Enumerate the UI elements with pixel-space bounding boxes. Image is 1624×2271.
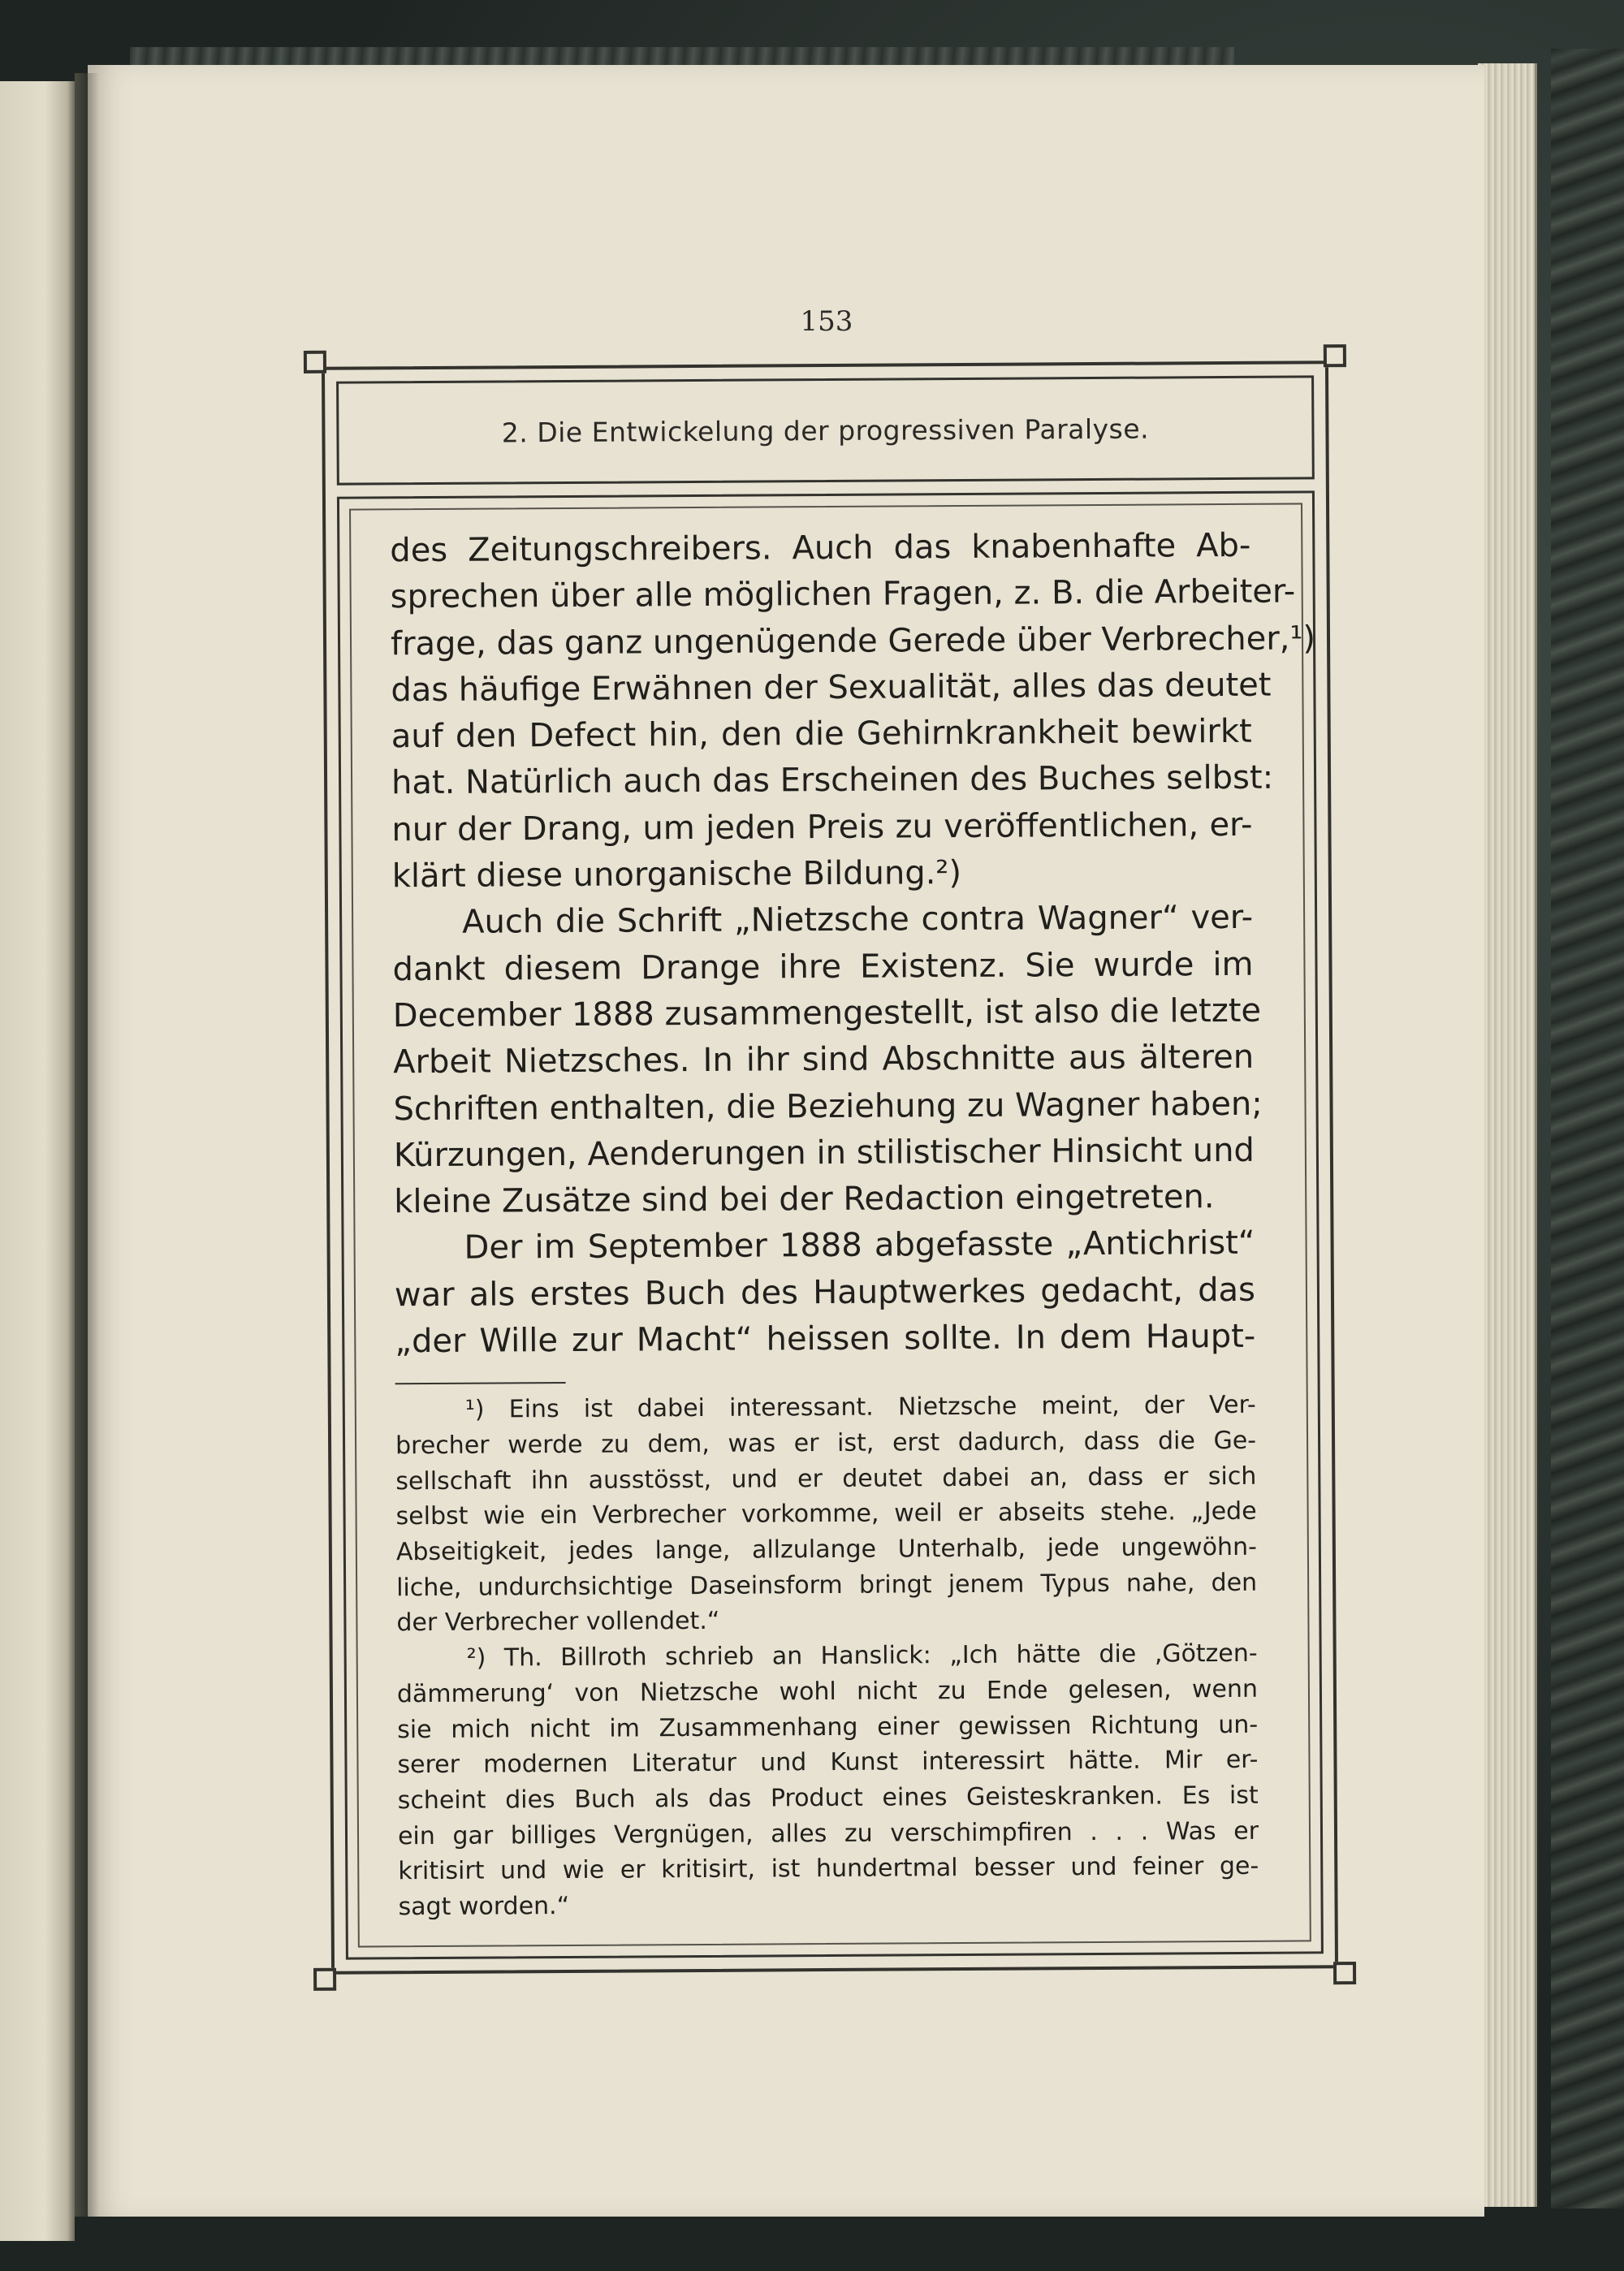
gutter-shadow — [75, 73, 99, 2217]
marbled-cover — [1551, 49, 1624, 2208]
body-line: Auch die Schrift „Nietzsche contra Wagner“ ver- — [462, 899, 1254, 942]
book-page — [88, 65, 1484, 2217]
body-line: sprechen über alle möglichen Fragen, z. B. die Arbeiter- — [390, 572, 1296, 616]
body-line: war als erstes Buch des Hauptwerkes gedacht, das — [394, 1271, 1256, 1315]
running-header-box — [336, 375, 1315, 485]
frame-corner-square — [1333, 1962, 1356, 1984]
body-line: auf den Defect hin, den die Gehirnkrankheit bewirkt — [391, 713, 1252, 756]
body-line: Schriften enthalten, die Beziehung zu Wagner haben; — [393, 1085, 1263, 1128]
footnote-line: sagt worden.“ — [398, 1891, 570, 1922]
footnote-line: kritisirt und wie er kritisirt, ist hundertmal besser und feiner ge- — [398, 1852, 1259, 1886]
body-line: das häufige Erwähnen der Sexualität, alles das deutet — [391, 666, 1272, 710]
frame-corner-square — [1324, 344, 1346, 367]
footnote-separator — [395, 1382, 566, 1384]
page-number: 153 — [800, 305, 853, 338]
footnote-line: scheint dies Buch als das Product eines Geisteskranken. Es ist — [397, 1781, 1259, 1816]
body-line: Arbeit Nietzsches. In ihr sind Abschnitte aus älteren — [393, 1038, 1255, 1082]
body-line: December 1888 zusammengestellt, ist also die letzte — [392, 991, 1262, 1035]
page-stack-edge — [1478, 63, 1537, 2207]
body-line: Der im September 1888 abgefasste „Antichrist“ — [464, 1224, 1255, 1267]
frame-corner-square — [313, 1968, 336, 1991]
footnote-line: dämmerung‘ von Nietzsche wohl nicht zu Ende gelesen, wenn — [396, 1674, 1259, 1709]
body-line: „der Wille zur Macht“ heissen sollte. In dem Haupt- — [395, 1317, 1256, 1361]
footnote-line: selbst wie ein Verbrecher vorkomme, weil er abseits stehe. „Jede — [395, 1497, 1257, 1531]
footnote-line: brecher werde zu dem, was er ist, erst dadurch, dass die Ge- — [395, 1426, 1257, 1461]
footnote-line: serer modernen Literatur und Kunst interessirt hätte. Mir er- — [397, 1746, 1259, 1780]
footnote-line: liche, undurchsichtige Daseinsform bringt jenem Typus nahe, den — [396, 1568, 1258, 1603]
footnote-line: der Verbrecher vollendet.“ — [396, 1607, 720, 1638]
body-line: hat. Natürlich auch das Erscheinen des Buches selbst: — [391, 759, 1274, 802]
footnote-line: sie mich nicht im Zusammenhang einer gewissen Richtung un- — [397, 1710, 1259, 1744]
footnote-line: ²) Th. Billroth schrieb an Hanslick: „Ich hätte die ‚Götzen- — [466, 1638, 1258, 1673]
body-line: nur der Drang, um jeden Preis zu veröffentlichen, er- — [391, 805, 1253, 849]
left-page-edge — [0, 81, 75, 2241]
body-line: des Zeitungschreibers. Auch das knabenhafte Ab- — [390, 526, 1251, 570]
frame-corner-square — [304, 351, 326, 373]
body-line: Kürzungen, Aenderungen in stilistischer Hinsicht und — [393, 1131, 1255, 1175]
body-line: dankt diesem Drange ihre Existenz. Sie wurde im — [392, 945, 1254, 988]
body-line: frage, das ganz ungenügende Gerede über Verbrecher,¹) — [390, 619, 1316, 663]
running-header: 2. Die Entwickelung der progressiven Paralyse. — [501, 412, 1150, 448]
footnote-line: ¹) Eins ist dabei interessant. Nietzsche meint, der Ver- — [464, 1391, 1256, 1425]
ornamental-frame — [322, 361, 1338, 1975]
body-line: kleine Zusätze sind bei der Redaction eingetreten. — [394, 1178, 1215, 1221]
footnote-line: ein gar billiges Vergnügen, alles zu verschimpfiren . . . Was er — [397, 1816, 1259, 1850]
body-text — [390, 523, 1316, 1925]
footnote-line: sellschaft ihn ausstösst, und er deutet dabei an, dass er sich — [395, 1461, 1257, 1496]
footnote-line: Abseitigkeit, jedes lange, allzulange Unterhalb, jede ungewöhn- — [395, 1532, 1257, 1567]
text-frame — [337, 490, 1324, 1959]
body-line: klärt diese unorganische Bildung.²) — [391, 854, 962, 896]
